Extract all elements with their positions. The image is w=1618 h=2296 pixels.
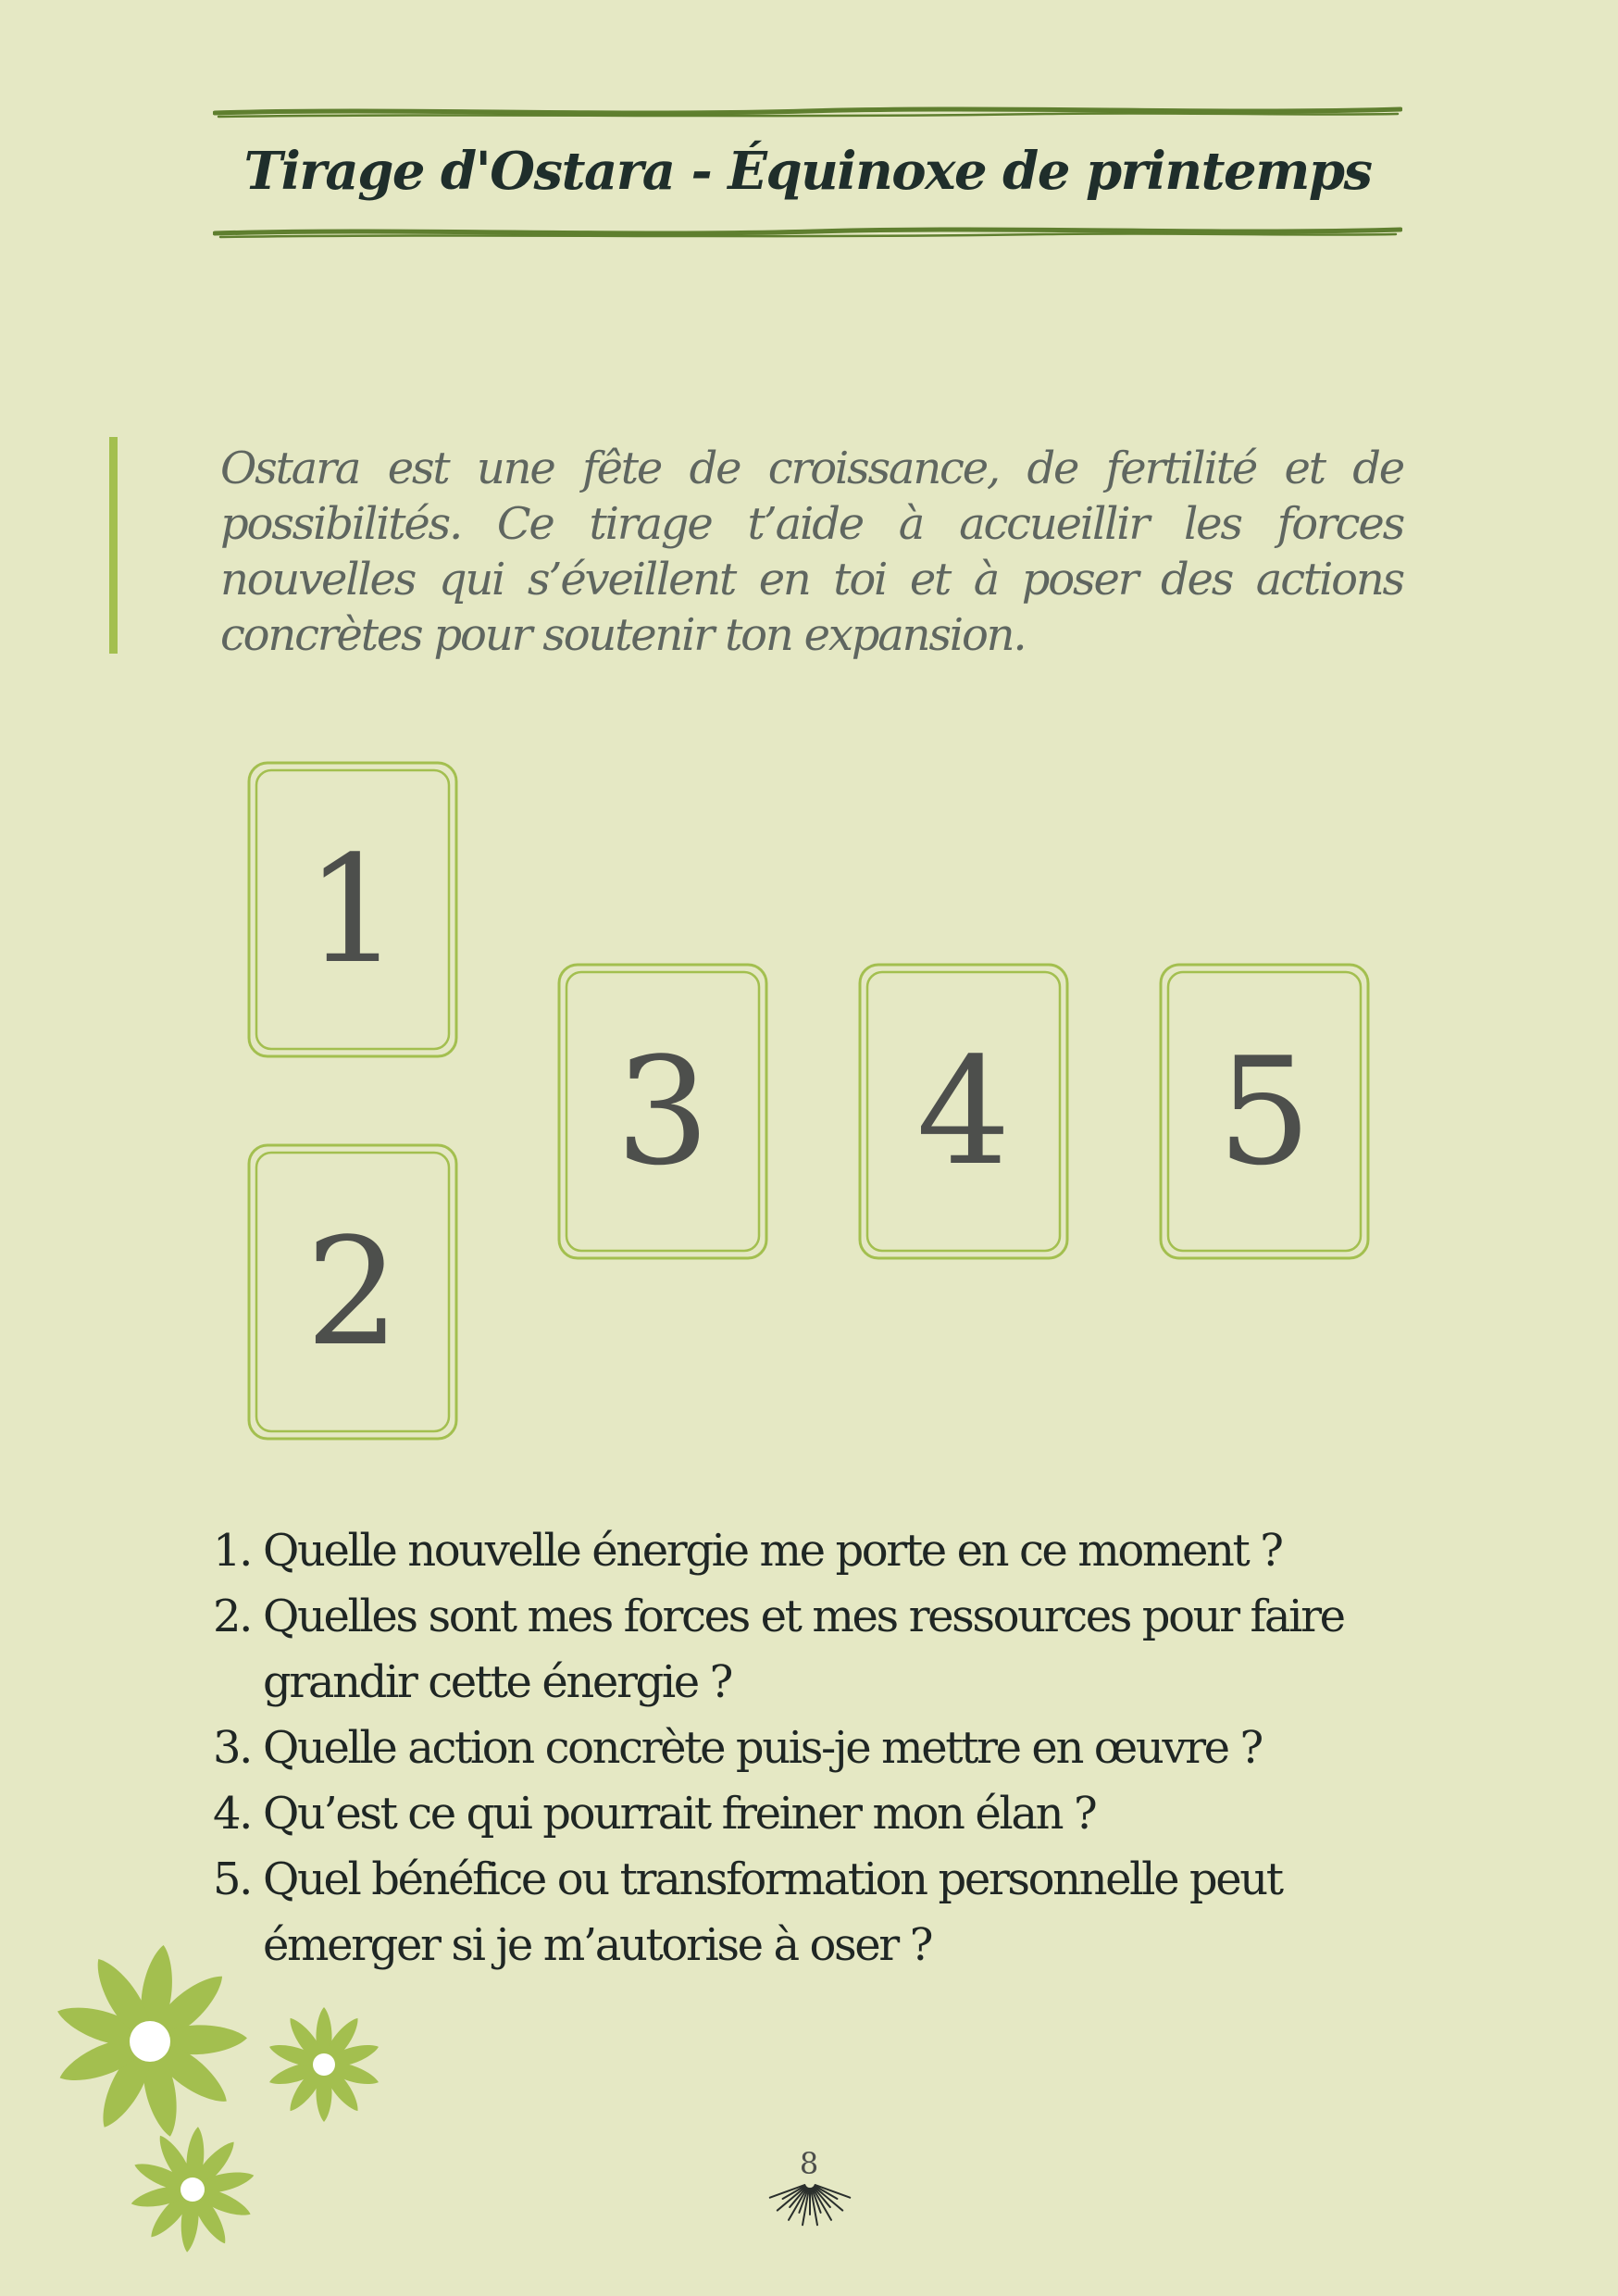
card-slot-5: [1157, 961, 1372, 1262]
intro-paragraph: Ostara est une fête de croissance, de fertilité et de possibilités. Ce tirage t’aide à accueillir les forces nouvelles qui s’éveillent en toi et à poser des actions concrètes pour soutenir ton expansion.: [220, 443, 1403, 661]
card-number: 1: [305, 823, 400, 996]
card-slot-1: [245, 759, 460, 1060]
page-number: 8: [799, 2146, 819, 2181]
question-text: Quelle action concrète puis-je mettre en œuvre ?: [263, 1722, 1262, 1774]
question-number: 5.: [213, 1853, 251, 1905]
question-item: [213, 1781, 1407, 1847]
card-number: 5: [1217, 1025, 1312, 1198]
question-text: Quelles sont mes forces et mes ressources pour faire grandir cette énergie ?: [263, 1591, 1344, 1708]
question-item: [213, 1584, 1407, 1716]
question-number: 3.: [213, 1722, 251, 1774]
card-number: 3: [616, 1025, 710, 1198]
flower-cluster-icon: [0, 1926, 426, 2296]
card-number: 4: [916, 1025, 1011, 1198]
question-text: Quel bénéfice ou transformation personnelle peut émerger si je m’autorise à oser ?: [263, 1853, 1282, 1971]
card-slot-3: [555, 961, 770, 1262]
sunburst-icon: [750, 2176, 870, 2231]
questions-list: [213, 1518, 1407, 1978]
question-text: Qu’est ce qui pourrait freiner mon élan ?: [263, 1788, 1096, 1840]
card-slot-4: [856, 961, 1071, 1262]
question-item: [213, 1518, 1407, 1584]
card-slot-2: [245, 1142, 460, 1442]
medium-flower-icon: [267, 2007, 380, 2122]
big-flower-icon: [53, 1943, 247, 2140]
question-item: [213, 1716, 1407, 1781]
question-number: 4.: [213, 1788, 251, 1840]
question-number: 1.: [213, 1525, 251, 1577]
card-number: 2: [305, 1205, 400, 1379]
intro-accent-bar: [109, 437, 118, 654]
question-text: Quelle nouvelle énergie me porte en ce moment ?: [263, 1525, 1282, 1577]
page-title: Tirage d'Ostara - Équinoxe de printemps: [243, 141, 1372, 202]
small-flower-icon: [130, 2126, 256, 2252]
question-number: 2.: [213, 1591, 251, 1642]
